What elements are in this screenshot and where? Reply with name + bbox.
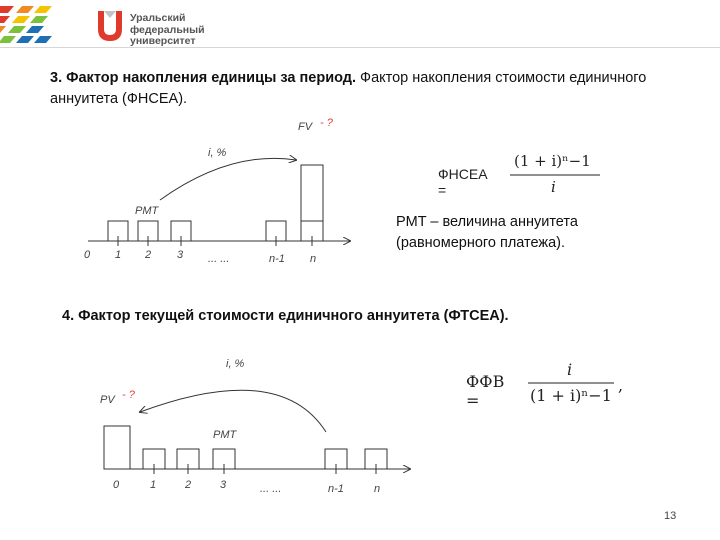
pv-bar bbox=[104, 426, 130, 469]
pmt-description-line-1: PMT – величина аннуитета bbox=[396, 214, 578, 230]
tick2-n-1: n-1 bbox=[328, 483, 344, 495]
discounting-arrow bbox=[140, 390, 326, 432]
pv-question: - ? bbox=[122, 389, 135, 401]
section-3-title-rest: Фактор накопления стоимости единичного аннуитета (ФНСЕА). bbox=[50, 70, 647, 107]
compounding-arrow bbox=[160, 158, 296, 200]
page-number: 13 bbox=[664, 510, 677, 522]
tick2-dots: ... ... bbox=[260, 483, 282, 495]
pmt-label-1: PMT bbox=[135, 205, 159, 217]
tick2-n: n bbox=[374, 483, 381, 495]
pmt-description bbox=[396, 212, 578, 254]
section-4-heading: 4. Фактор текущей стоимости единичного аннуитета (ФТСЕА). bbox=[62, 308, 509, 324]
logo-line-1: Уральский bbox=[130, 12, 186, 24]
tick-n-1: n-1 bbox=[269, 253, 285, 265]
tick2-0: 0 bbox=[113, 479, 120, 491]
fv-timeline-diagram bbox=[84, 117, 350, 265]
tick-n: n bbox=[310, 253, 317, 265]
tick-1: 1 bbox=[115, 249, 122, 261]
logo-line-2: федеральный bbox=[130, 23, 205, 36]
section-3-title-bold: 3. Фактор накопления единицы за период. bbox=[50, 70, 357, 86]
formula2-numerator: i bbox=[567, 360, 573, 379]
tick2-1: 1 bbox=[150, 479, 157, 491]
pv-label: PV bbox=[100, 394, 115, 406]
fv-label: FV bbox=[298, 121, 313, 133]
formula1-denominator: i bbox=[551, 178, 556, 196]
fv-question: - ? bbox=[320, 117, 333, 129]
tick2-2: 2 bbox=[185, 479, 192, 491]
tick-2: 2 bbox=[145, 249, 152, 261]
formula2-trailing: , bbox=[618, 376, 624, 395]
pv-timeline-diagram bbox=[100, 358, 410, 495]
tick2-3: 3 bbox=[220, 479, 227, 491]
pmt-label-2: PMT bbox=[213, 429, 237, 441]
tick-3: 3 bbox=[177, 249, 184, 261]
tick-dots: ... ... bbox=[208, 253, 230, 265]
formula1-numerator: (1 + i)ⁿ−1 bbox=[514, 152, 591, 170]
formula2-lhs: ФФВ = bbox=[466, 372, 505, 410]
formula2-denominator: (1 + i)ⁿ−1 bbox=[530, 386, 612, 405]
pmt-description-line-2: (равномерного платежа). bbox=[396, 235, 566, 251]
fv-bar bbox=[301, 165, 323, 221]
tick-0: 0 bbox=[84, 249, 91, 261]
rate-label-2: i, % bbox=[226, 358, 245, 370]
rate-label-1: i, % bbox=[208, 147, 227, 159]
logo-line-3: университет bbox=[130, 35, 196, 47]
formula1-lhs: ФНСЕА = bbox=[438, 166, 488, 198]
